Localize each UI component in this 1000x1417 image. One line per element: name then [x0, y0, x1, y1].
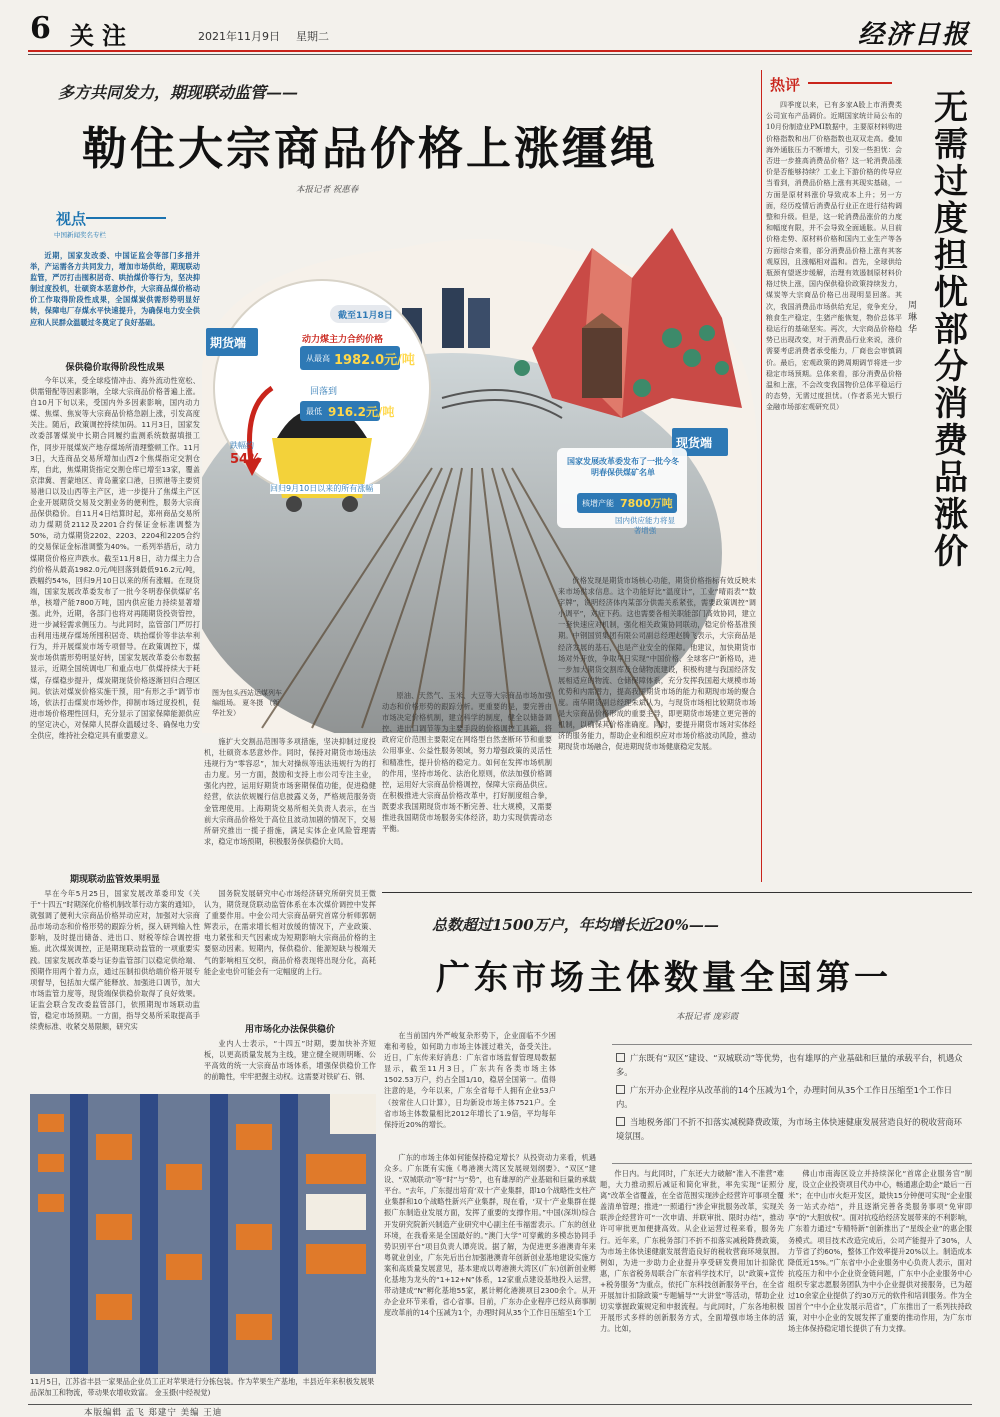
main-col1-a-text: 今年以来，受全球疫情冲击、海外流动性宽松、供需错配等因素影响，全球大宗商品价格普遍上涨。自10月下旬以来，受国内外多因素影响，国内动力煤、焦煤、焦炭等大宗商品价格急剧上涨，引发高度关注。随后，政策调控持续加码。11月3日，国家发改委部署煤炭中长期合同履约监测系统数据填报工作，同步开展煤炭产地存煤场所清理整顿工作。11月3日，大连商品交易所增加山西2个焦煤指定交割仓库，自此，焦煤期货指定交割仓库已增至13家，覆盖京津冀、晋蒙地区、青岛董家口港，日照港等主要贸易港口以及山西等主产区，进一步提升了焦煤主产区企业开展期货交易及交割业务的便利性，服务大宗商品保供稳价。自11月4日结算时起，郑州商品交易所动力煤期货2112及2201合约保证金标准调整为50%，动力煤期货2202、2203、2204和2205合约的交易保证金标准调整为40%。一系列举措后，动力煤期货价格应声跌水。截至11月8日，动力煤主力合约价格从最高1982.0元/吨回落到最低916.2元/吨，跌幅约54%，回归9月10日以来的所有涨幅。在现货端，国家发展改革委发布了一批今冬明春保供煤矿名单，核增产能7800万吨，国内供应能力持续显著增强。此外，近期，各部门也将对再随期货投资管控，进一步减轻需求侧压力。与此同时，监管部门严厉打击利用违规存煤场所囤积居奇、哄抬煤价等非法牟利行为，并开展煤炭市场专项督导。在政策调控下，煤炭市场供需形势明显好转，国家发展改革委公布数据显示，近期全国统调电厂和重点电厂供煤持续大于耗煤，存煤稳步提升，煤炭期现货价格逐渐回归合理区间。依法对煤炭价格实施干预，用“有形之手”调节市场，依法打击煤炭市场炒作，抑制市场过度投机，促进市场价格理性回归，充分显示了国家保障能源供应的坚定决心，对保障人民群众温暖过冬、确保电力安全供应，维持社会稳定具有重要意义。 [30, 376, 200, 740]
column-tag [50, 208, 180, 248]
low-value: 916.2元/吨 [328, 405, 395, 419]
commentary-tag-line [808, 82, 892, 84]
masthead [0, 0, 1000, 52]
column-tag-line [86, 217, 166, 219]
high-label: 从最高 [306, 354, 330, 363]
second-article-rule [382, 892, 972, 893]
second-text-b-body: 广东的市场主体如何能保持稳定增长？从投资动力来看，机遇众多。广东既有实施《粤港澳大湾区发展规划纲要》、“双区”建设、“双城联动”等“时”与“势”，也有雄厚的产业基础和巨量的承载平台。“去年，广东提出培育‘双十’产业集群，即10个战略性支柱产业集群和10个战略性新兴产业集群，现在看，‘双十’产业集群在提振广东制造业发展方面，发挥了重要的支撑作用。”中国(深圳)综合开发研究院新兴制造产业研究中心副主任韦福雷表示。广东的创业环境，在我看来是全国最好的。”澳门大学“可穿戴的多模态协同手势识别平台”项目负责人谭亮说。据了解，为促进更多港澳青年来粤就业创业，广东先后出台加强港澳青年创新创业基地建设实施方案和高质量发展意见，基本建成以粤港澳大湾区(广东)创新创业孵化基地为龙头的“1+12+N”体系，12家重点建设基地投入运营，带动建成“N”孵化基地55家，累计孵化港澳项目2300余个。从开办企业环节来看，省心省事。目前，广东办企业程序已经从商事制度改革前的14个压减为1个，办理时间从35个工作日压缩至1个工 [384, 1153, 596, 1318]
footer-rule [28, 1404, 972, 1405]
main-col-small-text: 原油、天然气、玉米、大豆等大宗商品市场加强动态和价格形势的跟踪分析。更重要的是，要完善由市场决定价格机制，建立科学的制度，健全以储备调控、进出口调节等为主要手段的价格调控工具箱，将政府定价范围主要限定在网络型自然垄断环节和重要公用事业、公益性服务领域，努力增强政策的灵活性和精准性，提升价格的稳定力。如何在发挥市场机制的作用，坚持市场化、法治化原则，依法加强价格调控，运用好大宗商品价格调控，保障大宗商品供应。在积极推进大宗商品价格改革中，打好制度组合拳，既要求我国期现货市场不断完善、壮大规模，又需要推进我国期货市场服务实体经济，助力实现供需动态平衡。 [382, 691, 552, 834]
ndrc-note: 国家发展改革委发布了一批今冬明春保供煤矿名单 [567, 457, 679, 477]
main-title: 勒住大宗商品价格上涨缰绳 [82, 122, 659, 175]
paper-logo: 经济日报 [858, 20, 971, 50]
second-text-a [384, 1030, 556, 1150]
main-contract-label: 动力煤主力合约价格 [302, 335, 384, 345]
second-text-c-body: 作日内。与此同时，广东还大力破解“准入不准营”难题，大力推动照后减证和简化审批，率先实现“证照分离”改革全省覆盖，在全省范围实现涉企经营许可事项全覆盖清单管理；推进“一照通行”涉企审批服务改革，实现关联涉企经营许可“一次申请、并联审批、限时办结”，推动许可审批更加便捷高效。从企业运营过程来看，服务先行。近年来，广东税务部门不折不扣落实减税降费政策，为市场主体快速健康发展营造良好的税收营商环境氛围。例如，为进一步助力企业提升享受研发费用加计扣除优惠，广东省税务局联合广东省科学技术厅，以“政策+宣传+税务服务”为重点，依托广东科技创新服务平台，在全省开展加计扣除政策“专题辅导”“大讲堂”等活动，帮助企业切实掌握政策规定和申报流程。与此同时，广东各地积极开展形式多样的创新服务方式，全面增强市场主体的活力。比如， [600, 1169, 784, 1334]
page-number: 6 [30, 11, 51, 46]
highlight-1: 广东既有“双区”建设、“双城联动”等优势，也有雄厚的产业基础和巨量的承载平台，机遇众多。 [616, 1051, 968, 1079]
second-title: 广东市场主体数量全国第一 [436, 958, 892, 998]
date-badge: 截至11月8日 [338, 311, 393, 321]
infographic-caption: 图为包头西站运煤列车编组场。 夏冬摄 （新华社发） [212, 689, 282, 717]
main-col-small [382, 690, 552, 880]
fallback-label: 回落到 [310, 387, 338, 397]
low-label: 最低 [306, 407, 322, 416]
drop-value: 54% [230, 452, 262, 467]
futures-label: 期货端 [210, 336, 247, 350]
footer-editors: 本版编辑 孟飞 郑建宁 美编 王迪 [84, 1408, 223, 1417]
main-col2-c [204, 1038, 376, 1090]
main-col1-b [30, 888, 200, 1088]
second-text-d [788, 1168, 972, 1409]
main-col3 [558, 575, 756, 880]
supply-note: 国内供应能力将显著增强 [615, 516, 675, 535]
main-col1-a [30, 375, 200, 861]
commentary-title: 无需过度担忧部分消费品涨价 [934, 88, 968, 572]
photo-caption: 11月5日，江苏省丰县一家果品企业员工正对苹果进行分拣包装。作为苹果生产基地，丰县近年来积极发展果品深加工和物流，带动果农增收致富。 金玉摄(中经视觉) [30, 1377, 375, 1397]
capacity-value: 7800万吨 [620, 497, 673, 510]
issue-date: 2021年11月9日 [198, 30, 280, 43]
commentary-body [766, 100, 902, 880]
section-name: 关注 [70, 21, 134, 50]
coal-cart [272, 409, 372, 512]
subhead-2: 期现联动监管效果明显 [69, 875, 160, 885]
main-col2-b-text: 国务院发展研究中心市场经济研究所研究员王微认为，期货现货联动监管体系在本次煤价调控中发挥了重要作用。中金公司大宗商品研究首席分析师郭朝辉表示，在需求增长相对放缓的情况下，产业政策、电力紧张和天气因素成为短期影响大宗商品价格的主要驱动因素。短期内，保供稳价、能源短缺与极端天气的影响相互交织，商品价格表现将出现分化，高耗能企业电价可能会有一定幅度的上行。 [204, 889, 376, 976]
column-tag-sub: 中国新闻奖名专栏 [54, 231, 106, 239]
main-col2-b [204, 888, 376, 1012]
header-rule [28, 50, 972, 52]
second-byline: 本报记者 庞彩霞 [676, 1012, 739, 1022]
highlight-2: 广东开办企业程序从改革前的14个压减为1个，办理时间从35个工作日压缩至1个工作日内。 [616, 1083, 968, 1111]
main-col2-c-text: 业内人士表示，“十四五”时期，要加快补齐短板，以更高质量发展为主线，建立健全规则明晰、公平高效的统一大宗商品市场体系，增强保供稳价工作的前瞻性，牢牢把握主动权。这需要对铁矿石、钢、 [204, 1039, 376, 1082]
second-text-a-body: 在当前国内外严峻复杂形势下，企业面临不少困难和考验，如何助力市场主体渡过难关，备受关注。近日，广东传来好消息：广东省市场监督管理局数据显示，截至11月3日，广东共有各类市场主体1502.53万户，约占全国1/10，稳居全国第一。值得注意的是，今年以来，广东全省每千人拥有企业53户（按常住人口计算），日均新设市场主体7521户。全省市场主体数量相比2012年增长了1.9倍，平均每年保持近20%的增长。 [384, 1031, 556, 1129]
drop-label: 跌幅约 [230, 441, 254, 450]
photo-art [30, 1094, 376, 1374]
subhead-1: 保供稳价取得阶段性成果 [65, 363, 165, 373]
header-rule-thin [28, 54, 972, 55]
second-text-d-body: 佛山市南海区设立并持续深化“首席企业服务官”制度，设立企业投资项目代办中心，畅通惠企助企“最后一百米”；在中山市火炬开发区，最快15分钟便可实现“企业服务一站式办结”，并且逐渐完善各类服务事项“免审即享”的“大胆放权”。面对抗疫给经济发展带来的不利影响，广东着力通过“专精特新”创新推出了“星级企业”的惠企服务模式。项目技术改造完成后，公司产能提升了30%，人力节省了约60%，整体工作效率提升20%以上。制造成本降低近15%。”广东省中小企业服务中心负责人表示，面对抗疫压力和中小企业资金链问题，广东中小企业服务中心组织专家志愿服务团队为中小企业提供对接服务，已为超过10余家企业提供了约30万元的软件和培训服务。作为全国首个“中小企业发展示范省”，广东推出了一系列扶持政策，对中小企业的发展发挥了重要的推动作用，为广东市场主体保持稳定增长提供了有力支撑。 [788, 1169, 972, 1334]
main-kicker: 多方共同发力，期现联动监管—— [58, 83, 299, 102]
photo [30, 1094, 376, 1374]
second-text-b [384, 1152, 596, 1409]
subhead-3: 用市场化办法保供稳价 [244, 1025, 335, 1035]
spot-label: 现货端 [676, 436, 713, 450]
second-text-c [600, 1168, 784, 1409]
second-highlights [612, 1044, 972, 1164]
main-col2-a-text: 施扩大交割品范围等多项措施，坚决抑制过度投机，壮硕资本恶意炒作。同时，保持对期货市场违法违规行为“零容忍”，加大对操纵等违法违规行为的打击力度。另一方面，鼓励和支持上市公司专注主业，强化内控，运用好期货市场套期保值功能，促进稳健经营，依法依规履行信息披露义务，严格规范服务资金管理使用。上海期货交易所相关负责人表示，在当前大宗商品价格处于高位且波动加剧的情况下，交易所研究推出一揽子措施，满足实体企业风险管理需求，稳定市场预期，积极服务保供稳价大局。 [204, 737, 376, 846]
commentary-tag: 热评 [770, 76, 801, 94]
capacity-label: 核增产能 [582, 499, 614, 508]
main-col1-b-text: 早在今年5月25日，国家发展改革委印发《关于“十四五”时期深化价格机制改革行动方案的通知》，就强调了便利大宗商品价格异动应对，加强对大宗商品市场动态和价格形势的跟踪分析，探入研判输入性影响，及时提出储备、进出口、财税等综合调控措施。此次煤炭调控，正是期现联动监管的一项重要实践。国家发展改革委与证券监管部门以稳定供给端、预期作用两个着力点，通过压制扣供给端价格开展专项督导，包括加大煤产能释放、加强进口调节，加大市场监管力度等，现货端保供稳价取得了良好效果。证监会联合发改委监管部门，依照期现市场联动监管，稳定市场预期。一方面，指导交易所采取提高手续费标准、收紧交易限额，研究实 [30, 889, 200, 1032]
return-note: 回归9月10日以来的所有涨幅 [270, 484, 380, 494]
commentary-text: 四季度以来，已有多家A股上市消费类公司宣布产品调价。近期国家统计局公布的10月份制造业PMI数据中，主要原材料购进价格指数和出厂价格指数也双双走高。叠加海外通胀压力不断增大，引发一些担忧：会否进一步推高消费品价格？这一轮消费品涨价是否能够持续？工业上下游价格的传导应当看到，消费品价格上涨有其现实基础，一方面是原材料涨价导致成本上升；另一方面，经历疫情后消费品行业正在进行结构调整和升级。但是，这一轮消费品涨价的力度和幅度有限，并不会导致全面通胀。从目前价格走势、原材料价格和国内工业生产等各方面综合来看，部分消费品价格上涨有其客观原因，且涨幅相对温和。首先，全球供给瓶颈有望逐步缓解，治理有效遏制原材料价格过快上涨，国内保供稳价政策持续发力，煤炭等大宗商品价格已出现明显回落。其次，我国消费品市场供给充足，竞争充分，粮食生产稳定，生猪产能恢复，物价总体平稳运行的基础坚实。再次，大宗商品价格趋势已出现改变，对于消费品行业来说，涨价需要考虑消费者承受能力，厂商也会审慎调价。最后，宏观政策的跨周期调节将进一步稳定市场预期。总体来看，部分消费品价格温和上涨，不会改变我国物价总体平稳运行的态势，无需过度担忧。（作者系光大银行金融市场部宏观研究员） [766, 101, 902, 412]
commentary-author: 周琳华 [908, 301, 918, 335]
main-intro-text: 近期，国家发改委、中国证监会等部门多措并举，产运需各方共同发力，增加市场供给，期现联动监管，严厉打击囤积居奇、哄抬煤价等行为，坚决抑制过度投机，壮硕资本恶意炒作，大宗商品煤价格动价工作取得阶段性成果，全国煤炭供需形势明显好转，保障电厂存煤水平快速提升，为确保电力安全供应和人民群众温暖过冬奠定了良好基础。 [30, 251, 200, 327]
issue-weekday: 星期二 [296, 30, 329, 43]
main-byline: 本报记者 祝惠春 [296, 185, 359, 195]
second-kicker: 总数超过1500万户，年均增长近20%—— [432, 916, 719, 934]
main-col3-text: 价格发现是期货市场核心功能，期货价格指标有效反映未来市场供求信息。这个功能好比“温度计”，工业“晴雨表”“数字牌”，说明经济体内某部分供需关系紧张，需要政策调控“调小调平”，对症下药。这也需要各相关职能部门高效协同，建立一套快速应对机制，强化相关政策协同联动，稳定价格基准预期。中钢国贸集团有限公司副总经理赵腾飞表示，大宗商品是经济发展的基石，也是产业安全的保障。他建议，加快期货市场对外开放，争取早日实现“中国价格、全球客户”新格局，进一步加大期货交割库及仓储物流建设，积极构建与我国经济发展相适应的物流、仓储保障体系，充分发挥我国超大规模市场优势和内需潜力，提高我国期货市场的能力和期现市场的聚合度。南华期货副总经理朱斌认为，与现货市场相比较期货市场是大宗商品价格形成的重要主导，即更期货市场建立更完善的机制，以确保其价格准确度。同时，要提升期货市场对实体经济的服务能力，帮助企业和组织应对市场价格波动风险，推动期现货市场融合，促进期现货市场健康稳定发展。 [558, 576, 756, 752]
main-col2-a [204, 736, 376, 886]
high-value: 1982.0元/吨 [334, 353, 415, 368]
commentary-divider [761, 70, 762, 882]
column-tag-title: 视点 [56, 210, 87, 228]
main-intro [30, 250, 200, 350]
highlight-3: 当地税务部门不折不扣落实减税降费政策，为市场主体快速健康发展营造良好的税收营商环境氛围。 [616, 1115, 968, 1143]
